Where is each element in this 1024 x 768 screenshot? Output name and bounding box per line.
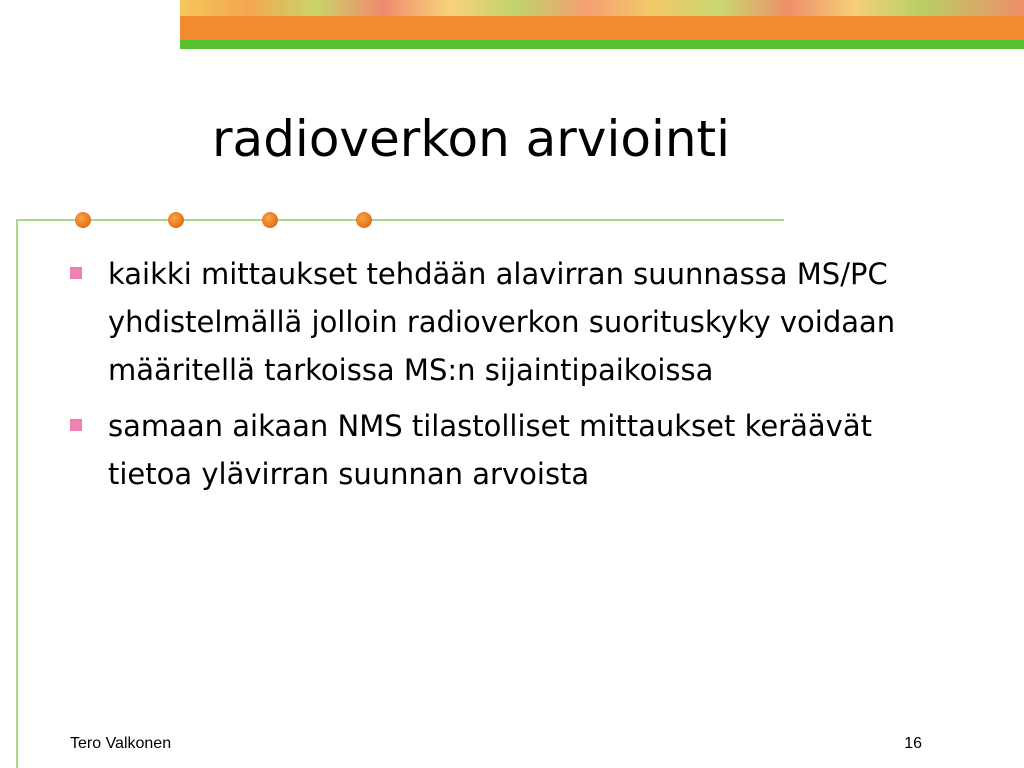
orange-dot-icon <box>168 212 184 228</box>
bullet-list <box>70 250 960 506</box>
bullet-text: samaan aikaan NMS tilastolliset mittaukset keräävät tietoa ylävirran suunnan arvoista <box>108 409 872 491</box>
orange-dot-icon <box>262 212 278 228</box>
header-banner <box>180 0 1024 50</box>
green-accent-line <box>180 40 1024 49</box>
page-number: 16 <box>904 735 922 752</box>
bullet-item <box>70 250 960 394</box>
left-border-line <box>16 219 18 768</box>
bullet-item <box>70 402 960 498</box>
orange-accent-band <box>180 16 1024 40</box>
slide-title: radioverkon arviointi <box>212 110 731 168</box>
pink-square-bullet-icon <box>70 267 82 279</box>
title-divider-line <box>16 219 784 221</box>
decorative-flower-strip <box>180 0 1024 16</box>
bullet-text: kaikki mittaukset tehdään alavirran suunnassa MS/PC yhdistelmällä jolloin radioverkon suorituskyky voidaan määritellä tarkoissa MS:n sijaintipaikoissa <box>108 257 896 387</box>
footer-author: Tero Valkonen <box>70 735 172 752</box>
orange-dot-icon <box>75 212 91 228</box>
pink-square-bullet-icon <box>70 419 82 431</box>
orange-dot-icon <box>356 212 372 228</box>
